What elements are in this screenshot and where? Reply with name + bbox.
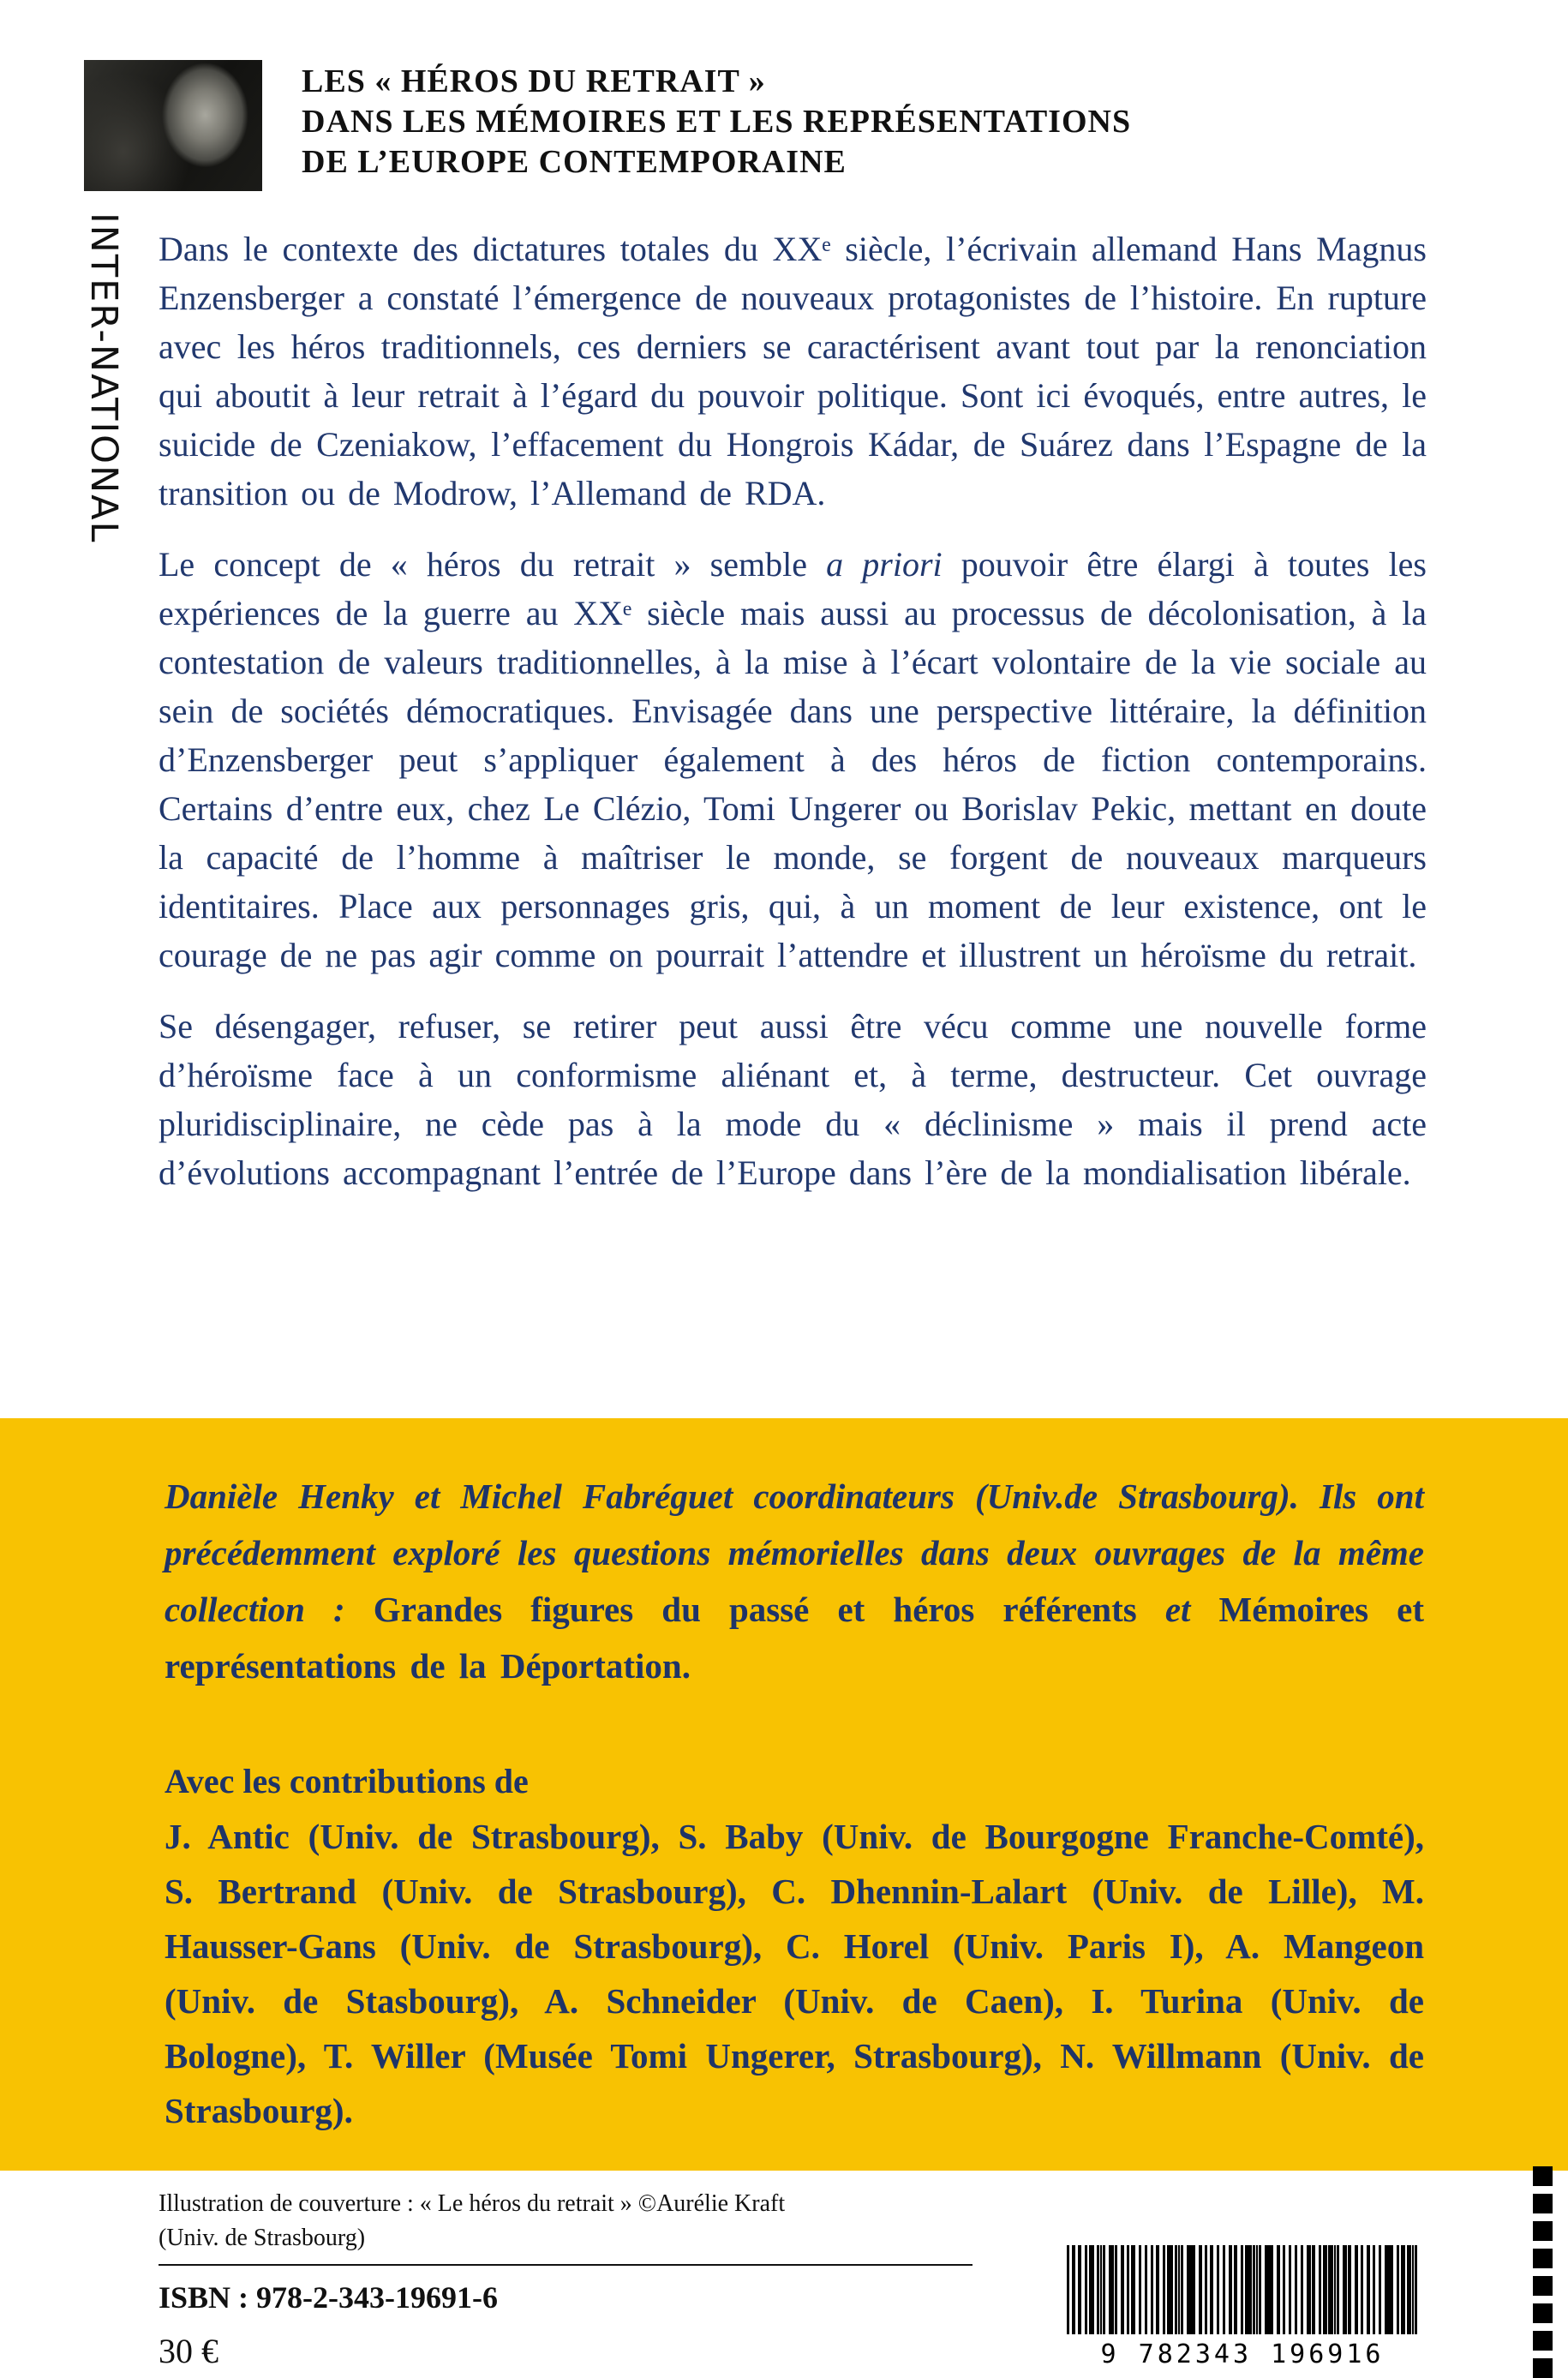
registration-square [1533, 2249, 1553, 2268]
book-title [302, 62, 1131, 183]
synopsis-paragraph-3: Se désengager, refuser, se retirer peut aussi être vécu comme une nouvelle forme d’héroïsme face à un conformisme aliénant et, à terme, destructeur. Cet ouvrage pluridisciplinaire, ne cède pas à la mode du « déclinisme » mais il prend acte d’évolutions accompagnant l’entrée de l’Europe dans l’ère de la mondialisation libérale. [159, 1007, 1427, 1192]
collection-spine-label: INTER-NATIONAL [82, 213, 125, 544]
barcode-bars [1067, 2245, 1418, 2334]
price-text: 30 € [159, 2332, 218, 2370]
registration-square [1533, 2331, 1553, 2351]
illustration-credit-line-1: Illustration de couverture : « Le héros du retrait » ©Aurélie Kraft [159, 2190, 786, 2217]
cover-photo-thumbnail [84, 60, 262, 191]
registration-square [1533, 2276, 1553, 2296]
registration-square [1533, 2166, 1553, 2186]
authors-band-inner [0, 1418, 1568, 2138]
synopsis [159, 225, 1427, 1197]
registration-square [1533, 2221, 1553, 2241]
book-title-line-1: LES « HÉROS DU RETRAIT » [302, 63, 766, 99]
contributors-list: J. Antic (Univ. de Strasbourg), S. Baby (Univ. de Bourgogne Franche-Comté), S. Bertrand (Univ. de Strasbourg), C. Dhennin-Lalart (Univ. de Lille), M. Hausser-Gans (Univ. de Strasbourg), C. Horel (Univ. Paris I), A. Mangeon (Univ. de Stasbourg), A. Schneider (Univ. de Caen), I. Turina (Univ. de Bologne), T. Willer (Musée Tomi Ungerer, Strasbourg), N. Willmann (Univ. de Strasbourg). [165, 1817, 1424, 2130]
registration-square [1533, 2194, 1553, 2213]
authors-band [0, 1418, 1568, 2171]
illustration-credit [159, 2187, 785, 2255]
synopsis-paragraph-2 [159, 540, 1427, 979]
registration-square [1533, 2358, 1553, 2378]
synopsis-paragraph-2-text-b: pouvoir être élargi à toutes les expériences de la guerre au XXᵉ siècle mais aussi au processus de décolonisation, à la contestation de valeurs traditionnelles, à la mise à l’écart volontaire de la vie sociale au sein de sociétés démocratiques. Envisagée dans une perspective littéraire, la définition d’Enzensberger peut s’appliquer également à des héros de fiction contemporains. Certains d’entre eux, chez Le Clézio, Tomi Ungerer ou Borislav Pekic, mettant en doute la capacité de l’homme à maîtriser le monde, se forgent de nouveaux marqueurs identitaires. Place aux personnages gris, qui, à un moment de leur existence, ont le courage de ne pas agir comme on pourrait l’attendre et illustrent un héroïsme du retrait. [159, 545, 1427, 974]
referenced-book-title-1: Grandes figures du passé et héros référents [373, 1590, 1137, 1629]
barcode-number: 9 782343 196916 [1100, 2339, 1385, 2369]
isbn-text: ISBN : 978-2-343-19691-6 [159, 2280, 498, 2315]
separator-rule [159, 2264, 973, 2266]
coordinators-bio-italic-2: et [1136, 1590, 1219, 1629]
referenced-book-title-2: Mémoires et représentations de la Déportation. [165, 1590, 1424, 1686]
registration-square [1533, 2303, 1553, 2323]
book-title-line-3: DE L’EUROPE CONTEMPORAINE [302, 144, 847, 180]
synopsis-paragraph-1: Dans le contexte des dictatures totales du XXᵉ siècle, l’écrivain allemand Hans Magnus Enzensberger a constaté l’émergence de nouveaux protagonistes de l’histoire. En rupture avec les héros traditionnels, ces derniers se caractérisent avant tout par la renonciation qui aboutit à leur retrait à l’égard du pouvoir politique. Sont ici évoqués, entre autres, le suicide de Czeniakow, l’effacement du Hongrois Kádar, de Suárez dans l’Espagne de la transition ou de Modrow, l’Allemand de RDA. [159, 230, 1427, 512]
edge-squares [1533, 2166, 1553, 2378]
coordinators-bio-italic-1: Danièle Henky et Michel Fabréguet coordinateurs (Univ.de Strasbourg). Ils ont précédemment exploré les questions mémorielles dans deux ouvrages de la même collection : [165, 1477, 1424, 1629]
synopsis-paragraph-2-text-a: Le concept de « héros du retrait » semble [159, 545, 827, 584]
book-title-line-2: DANS LES MÉMOIRES ET LES REPRÉSENTATIONS [302, 104, 1132, 140]
illustration-credit-line-2: (Univ. de Strasbourg) [159, 2225, 366, 2251]
coordinators-bio [165, 1468, 1424, 1694]
barcode [1067, 2245, 1418, 2369]
synopsis-paragraph-2-italic: a priori [826, 545, 943, 584]
contributions-heading: Avec les contributions de [165, 1762, 529, 1800]
